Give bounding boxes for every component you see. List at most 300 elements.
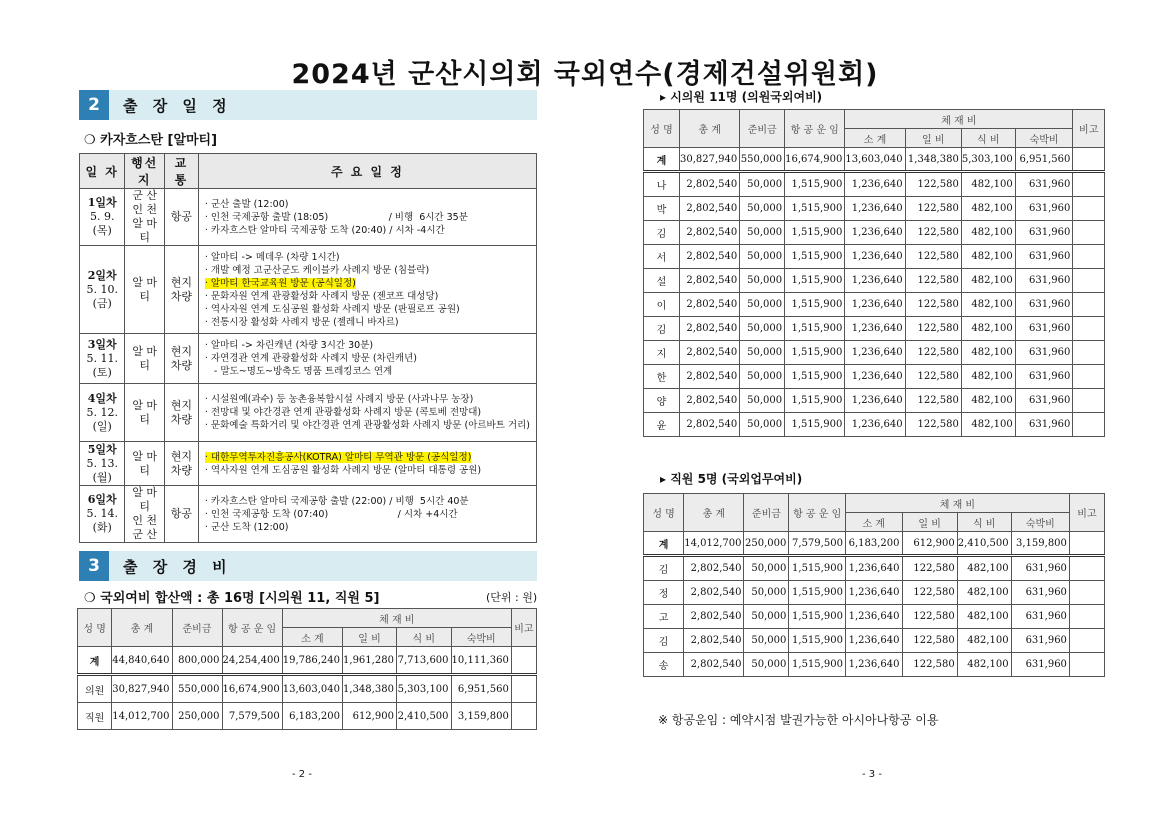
header-prep: 준비금	[740, 110, 785, 148]
itinerary-item: · 전망대 및 야간경관 연계 관광활성화 사례지 방문 (콕토베 전망대)	[204, 407, 482, 418]
weekday-label: (토)	[92, 365, 112, 379]
cost-value: 1,515,900	[789, 556, 846, 581]
cost-value: 1,515,900	[785, 341, 845, 365]
staff-cost-table	[643, 493, 1105, 677]
cost-row	[644, 269, 1105, 293]
cost-value: 612,900	[343, 703, 397, 730]
cost-value: 1,236,640	[845, 629, 902, 653]
schedule-transport-cell	[164, 246, 198, 334]
header-food: 식 비	[396, 628, 451, 647]
date-label: 5. 14.	[86, 507, 118, 520]
schedule-transport-cell	[164, 334, 198, 384]
header-daily: 일 비	[905, 129, 961, 148]
cost-row	[644, 605, 1105, 629]
cost-value: 1,236,640	[845, 389, 905, 413]
cost-value: 482,100	[957, 629, 1011, 653]
cost-value: 1,515,900	[789, 605, 846, 629]
cost-value: 50,000	[744, 556, 789, 581]
cost-value: 482,100	[961, 317, 1015, 341]
destination-label: 알 마 티	[132, 275, 158, 303]
cost-value: 631,960	[1015, 172, 1073, 197]
schedule-date-cell	[80, 189, 125, 246]
cost-value: 482,100	[961, 172, 1015, 197]
cost-value: 16,674,900	[222, 675, 282, 703]
cost-value: 250,000	[744, 532, 789, 556]
schedule-table	[79, 153, 537, 543]
council-caption: ▸ 시의원 11명 (의원국외여비)	[660, 90, 823, 104]
cost-row	[644, 365, 1105, 389]
cost-value: 1,236,640	[845, 653, 902, 677]
header-name: 성 명	[644, 110, 680, 148]
cost-value: 14,012,700	[684, 532, 744, 556]
cost-note	[1073, 269, 1105, 293]
header-note: 비고	[1069, 494, 1104, 532]
cost-row-name: 계	[78, 647, 112, 675]
cost-row-name: 김	[644, 221, 680, 245]
cost-row-name: 김	[644, 556, 684, 581]
day-label: 4일차	[87, 391, 117, 405]
cost-value: 631,960	[1015, 293, 1073, 317]
cost-value: 482,100	[957, 581, 1011, 605]
cost-value: 122,580	[902, 605, 957, 629]
cost-note	[1073, 148, 1105, 172]
cost-row	[644, 221, 1105, 245]
cost-note	[1073, 197, 1105, 221]
cost-value: 122,580	[902, 653, 957, 677]
cost-value: 482,100	[961, 197, 1015, 221]
cost-value: 631,960	[1011, 605, 1069, 629]
schedule-subtitle: ❍ 카자흐스탄 [알마티]	[84, 133, 218, 148]
itinerary-item: · 알마티 -> 메데우 (차량 1시간)	[204, 251, 340, 263]
itinerary-item: · 카자흐스탄 알마티 국제공항 도착 (20:40) / 시차 -4시간	[204, 224, 445, 236]
section-3-header	[79, 551, 537, 581]
cost-value: 1,348,380	[905, 148, 961, 172]
schedule-items-cell	[198, 442, 536, 486]
cost-value: 50,000	[744, 653, 789, 677]
itinerary-item: · 군산 도착 (12:00)	[204, 521, 289, 533]
transport-label: 항공	[170, 210, 193, 223]
cost-note	[1069, 556, 1104, 581]
schedule-destination-cell	[125, 246, 165, 334]
cost-value: 2,802,540	[684, 653, 744, 677]
cost-row	[78, 703, 537, 730]
schedule-destination-cell	[125, 442, 165, 486]
airfare-note: ※ 항공운임 : 예약시점 발권가능한 아시아나항공 이용	[658, 713, 939, 727]
cost-value: 1,236,640	[845, 172, 905, 197]
cost-value: 44,840,640	[112, 647, 172, 675]
cost-row-name: 서	[644, 245, 680, 269]
cost-note	[1069, 532, 1104, 556]
cost-value: 2,802,540	[680, 317, 740, 341]
cost-note	[1069, 581, 1104, 605]
cost-note	[1073, 293, 1105, 317]
cost-row	[78, 647, 537, 675]
cost-value: 13,603,040	[845, 148, 905, 172]
cost-value: 6,183,200	[845, 532, 902, 556]
transport-label: 현지	[170, 344, 193, 358]
destination-label: 군 산	[132, 528, 158, 541]
header-name: 성 명	[644, 494, 684, 532]
cost-row	[644, 629, 1105, 653]
cost-value: 2,410,500	[957, 532, 1011, 556]
destination-label: 인 천	[132, 514, 158, 527]
cost-value: 482,100	[957, 556, 1011, 581]
cost-value: 631,960	[1015, 197, 1073, 221]
cost-value: 122,580	[905, 245, 961, 269]
itinerary-item: · 문화자원 연계 관광활성화 사례지 방문 (젠코프 대성당)	[204, 290, 439, 302]
section-number: 3	[79, 551, 109, 581]
cost-value: 19,786,240	[282, 647, 342, 675]
council-cost-table	[643, 109, 1105, 437]
cost-value: 1,236,640	[845, 197, 905, 221]
cost-value: 1,348,380	[343, 675, 397, 703]
itinerary-item: · 자연경관 연계 관광활성화 사례지 방문 (차린캐년)	[204, 353, 417, 364]
cost-value: 2,802,540	[680, 341, 740, 365]
cost-value: 122,580	[905, 341, 961, 365]
cost-row-name: 박	[644, 197, 680, 221]
cost-row-name: 김	[644, 317, 680, 341]
cost-note	[1069, 653, 1104, 677]
cost-note	[1073, 413, 1105, 437]
cost-row-name: 김	[644, 629, 684, 653]
cost-value: 3,159,800	[451, 703, 511, 730]
schedule-items-cell	[198, 334, 536, 384]
header-stay: 체 재 비	[845, 494, 1069, 513]
cost-value: 30,827,940	[680, 148, 740, 172]
cost-row-name: 지	[644, 341, 680, 365]
header-air: 항 공 운 임	[222, 609, 282, 647]
cost-value: 1,236,640	[845, 221, 905, 245]
cost-row	[644, 556, 1105, 581]
cost-value: 50,000	[740, 389, 785, 413]
date-label: 5. 10.	[86, 282, 118, 296]
cost-value: 14,012,700	[112, 703, 172, 730]
section-number: 2	[79, 90, 109, 120]
header-stay: 체 재 비	[845, 110, 1073, 129]
cost-value: 2,802,540	[684, 629, 744, 653]
cost-note	[1069, 629, 1104, 653]
cost-note	[1069, 605, 1104, 629]
cost-value: 1,515,900	[785, 413, 845, 437]
cost-row-name: 정	[644, 581, 684, 605]
cost-value: 1,236,640	[845, 413, 905, 437]
cost-subtitle: ❍ 국외여비 합산액 : 총 16명 [시의원 11, 직원 5]	[84, 591, 380, 606]
cost-value: 482,100	[961, 269, 1015, 293]
section-title: 출 장 경 비	[123, 557, 232, 576]
transport-label: 현지	[170, 398, 193, 412]
header-note: 비고	[1073, 110, 1105, 148]
cost-note	[1073, 341, 1105, 365]
cost-row	[644, 413, 1105, 437]
header-note: 비고	[511, 609, 536, 647]
cost-note	[1073, 221, 1105, 245]
cost-note	[511, 675, 536, 703]
itinerary-item: · 전통시장 활성화 사례지 방문 (젤레니 바자르)	[204, 316, 399, 328]
cost-value: 3,159,800	[1011, 532, 1069, 556]
cost-value: 2,802,540	[684, 605, 744, 629]
day-label: 3일차	[87, 337, 117, 351]
cost-row-name: 윤	[644, 413, 680, 437]
cost-value: 30,827,940	[112, 675, 172, 703]
destination-label: 알 마 티	[132, 344, 158, 372]
cost-value: 50,000	[744, 605, 789, 629]
cost-value: 24,254,400	[222, 647, 282, 675]
date-label: 5. 12.	[86, 405, 118, 419]
cost-value: 50,000	[744, 629, 789, 653]
cost-header-row	[644, 110, 1105, 129]
cost-value: 2,802,540	[680, 245, 740, 269]
cost-row	[644, 197, 1105, 221]
cost-value: 122,580	[905, 269, 961, 293]
cost-value: 50,000	[740, 413, 785, 437]
cost-note	[1073, 365, 1105, 389]
page-number-left: - 2 -	[292, 769, 312, 780]
cost-row-name: 이	[644, 293, 680, 317]
cost-value: 1,515,900	[789, 653, 846, 677]
official-schedule-highlight: · 알마티 한국교육원 방문 (공식일정)	[204, 277, 356, 289]
cost-row	[644, 317, 1105, 341]
cost-value: 1,236,640	[845, 269, 905, 293]
cost-value: 13,603,040	[282, 675, 342, 703]
cost-row-name: 나	[644, 172, 680, 197]
cost-value: 122,580	[902, 556, 957, 581]
header-lodging: 숙박비	[1011, 513, 1069, 532]
cost-row-name: 계	[644, 148, 680, 172]
itinerary-item: · 인천 국제공항 도착 (07:40) / 시차 +4시간	[204, 508, 458, 520]
cost-value: 482,100	[957, 653, 1011, 677]
itinerary-item	[205, 277, 530, 290]
cost-value: 7,713,600	[396, 647, 451, 675]
cost-value: 1,236,640	[845, 293, 905, 317]
schedule-destination-cell	[125, 189, 165, 246]
cost-value: 6,951,560	[451, 675, 511, 703]
cost-value: 122,580	[905, 365, 961, 389]
cost-value: 631,960	[1015, 317, 1073, 341]
schedule-transport-cell	[164, 384, 198, 442]
itinerary-item: · 개발 예정 고군산군도 케이블카 사례지 방문 (침블락)	[204, 264, 430, 276]
cost-value: 482,100	[961, 413, 1015, 437]
itinerary-item: · 역사자원 연계 도심공원 활성화 사례지 방문 (판필로프 공원)	[204, 303, 460, 315]
day-label: 6일차	[87, 493, 117, 506]
cost-value: 631,960	[1015, 221, 1073, 245]
cost-value: 1,236,640	[845, 605, 902, 629]
itinerary-item: · 알마티 -> 차린캐년 (차량 3시간 30분)	[204, 340, 374, 351]
cost-value: 2,802,540	[680, 365, 740, 389]
cost-value: 2,802,540	[684, 556, 744, 581]
cost-value: 1,515,900	[785, 172, 845, 197]
cost-value: 2,802,540	[680, 293, 740, 317]
cost-value: 2,802,540	[680, 172, 740, 197]
cost-value: 1,236,640	[845, 365, 905, 389]
schedule-row	[80, 189, 537, 246]
cost-value: 1,515,900	[785, 245, 845, 269]
destination-label: 군 산	[132, 189, 158, 202]
cost-value: 2,802,540	[684, 581, 744, 605]
cost-row	[644, 148, 1105, 172]
cost-value: 5,303,100	[396, 675, 451, 703]
header-total: 총 계	[680, 110, 740, 148]
cost-header-row	[644, 494, 1105, 513]
date-label: 5. 11.	[86, 351, 118, 365]
cost-value: 122,580	[905, 413, 961, 437]
schedule-destination-cell	[125, 384, 165, 442]
cost-header-row	[78, 609, 537, 628]
cost-value: 1,515,900	[785, 269, 845, 293]
schedule-row	[80, 334, 537, 384]
cost-value: 1,236,640	[845, 556, 902, 581]
schedule-items-cell	[198, 384, 536, 442]
cost-value: 122,580	[902, 581, 957, 605]
cost-row-name: 한	[644, 365, 680, 389]
schedule-row	[80, 442, 537, 486]
header-air: 항 공 운 임	[785, 110, 845, 148]
cost-value: 50,000	[740, 197, 785, 221]
cost-row	[644, 532, 1105, 556]
cost-value: 50,000	[740, 365, 785, 389]
unit-label: (단위 : 원)	[486, 591, 538, 604]
cost-value: 122,580	[905, 389, 961, 413]
cost-value: 800,000	[172, 647, 222, 675]
cost-row	[644, 341, 1105, 365]
destination-label: 인 천	[132, 203, 158, 216]
cost-value: 1,515,900	[789, 581, 846, 605]
cost-value: 50,000	[740, 269, 785, 293]
cost-value: 50,000	[740, 317, 785, 341]
weekday-label: (일)	[92, 419, 112, 433]
cost-value: 631,960	[1015, 245, 1073, 269]
schedule-date-cell	[80, 384, 125, 442]
transport-label: 차량	[170, 358, 193, 372]
header-total: 총 계	[684, 494, 744, 532]
header-food: 식 비	[957, 513, 1011, 532]
header-air: 항 공 운 임	[789, 494, 846, 532]
schedule-date-cell	[80, 486, 125, 543]
cost-value: 6,951,560	[1015, 148, 1073, 172]
schedule-date-cell	[80, 442, 125, 486]
document-title: 2024년 군산시의회 국외연수(경제건설위원회)	[291, 59, 879, 90]
cost-value: 482,100	[961, 245, 1015, 269]
schedule-destination-cell	[125, 334, 165, 384]
schedule-transport-cell	[164, 442, 198, 486]
itinerary-item: - 말도~명도~방축도 명품 트레킹코스 연계	[204, 366, 393, 377]
cost-value: 1,515,900	[789, 629, 846, 653]
cost-value: 6,183,200	[282, 703, 342, 730]
header-name: 성 명	[78, 609, 112, 647]
destination-label: 알 마 티	[132, 217, 158, 244]
cost-value: 50,000	[740, 341, 785, 365]
cost-note	[1073, 172, 1105, 197]
schedule-row	[80, 384, 537, 442]
transport-label: 차량	[170, 412, 193, 426]
cost-value: 482,100	[961, 389, 1015, 413]
cost-row	[78, 675, 537, 703]
day-label: 5일차	[87, 442, 117, 456]
destination-label: 알 마 티	[132, 486, 158, 513]
cost-value: 631,960	[1015, 389, 1073, 413]
cost-value: 122,580	[905, 317, 961, 341]
cost-value: 122,580	[905, 293, 961, 317]
header-subtotal: 소 계	[845, 513, 902, 532]
cost-value: 550,000	[172, 675, 222, 703]
cost-value: 1,236,640	[845, 341, 905, 365]
cost-value: 2,802,540	[680, 413, 740, 437]
schedule-items-cell	[198, 189, 536, 246]
header-total: 총 계	[112, 609, 172, 647]
cost-value: 1,515,900	[785, 293, 845, 317]
cost-value: 482,100	[961, 341, 1015, 365]
cost-value: 50,000	[740, 293, 785, 317]
cost-value: 7,579,500	[789, 532, 846, 556]
header-itinerary: 주 요 일 정	[198, 154, 536, 189]
date-label: 5. 9.	[89, 210, 115, 223]
transport-label: 현지	[170, 449, 193, 463]
cost-value: 631,960	[1015, 341, 1073, 365]
itinerary-item: · 문화예술 특화거리 및 야간경관 연계 관광활성화 사례지 방문 (아르바트 거리)	[204, 420, 530, 431]
section-title: 출 장 일 정	[123, 96, 232, 115]
cost-value: 122,580	[905, 221, 961, 245]
schedule-destination-cell	[125, 486, 165, 543]
cost-value: 612,900	[902, 532, 957, 556]
cost-row-name: 고	[644, 605, 684, 629]
cost-value: 631,960	[1015, 269, 1073, 293]
header-lodging: 숙박비	[451, 628, 511, 647]
page-number-right: - 3 -	[862, 769, 882, 780]
header-prep: 준비금	[172, 609, 222, 647]
itinerary-item: · 인천 국제공항 출발 (18:05) / 비행 6시간 35분	[204, 211, 468, 223]
cost-row	[644, 653, 1105, 677]
header-prep: 준비금	[744, 494, 789, 532]
header-subtotal: 소 계	[282, 628, 342, 647]
transport-label: 현지	[170, 275, 193, 289]
schedule-date-cell	[80, 334, 125, 384]
header-subtotal: 소 계	[845, 129, 905, 148]
cost-row-name: 계	[644, 532, 684, 556]
weekday-label: (화)	[92, 521, 112, 534]
cost-row-name: 직원	[78, 703, 112, 730]
cost-value: 631,960	[1011, 581, 1069, 605]
staff-caption: ▸ 직원 5명 (국외업무여비)	[660, 472, 803, 486]
section-2-header	[79, 90, 537, 120]
cost-value: 2,802,540	[680, 389, 740, 413]
cost-value: 2,802,540	[680, 197, 740, 221]
header-lodging: 숙박비	[1015, 129, 1073, 148]
cost-value: 482,100	[961, 365, 1015, 389]
cost-value: 2,802,540	[680, 221, 740, 245]
header-stay: 체 재 비	[282, 609, 511, 628]
cost-value: 482,100	[957, 605, 1011, 629]
schedule-items-cell	[198, 246, 536, 334]
header-food: 식 비	[961, 129, 1015, 148]
cost-value: 1,236,640	[845, 317, 905, 341]
cost-value: 16,674,900	[785, 148, 845, 172]
header-date: 일 자	[80, 154, 125, 189]
cost-value: 10,111,360	[451, 647, 511, 675]
cost-row	[644, 293, 1105, 317]
cost-row	[644, 581, 1105, 605]
cost-row-name: 양	[644, 389, 680, 413]
summary-cost-table	[77, 608, 537, 730]
header-destination: 행선지	[125, 154, 165, 189]
cost-value: 250,000	[172, 703, 222, 730]
cost-value: 1,515,900	[785, 365, 845, 389]
weekday-label: (월)	[92, 470, 112, 484]
day-label: 2일차	[87, 268, 117, 282]
cost-note	[1073, 245, 1105, 269]
cost-value: 1,236,640	[845, 581, 902, 605]
cost-value: 122,580	[905, 197, 961, 221]
itinerary-item: · 역사자원 연계 도심공원 활성화 사례지 방문 (알마티 대통령 공원)	[204, 464, 482, 476]
cost-value: 50,000	[744, 581, 789, 605]
